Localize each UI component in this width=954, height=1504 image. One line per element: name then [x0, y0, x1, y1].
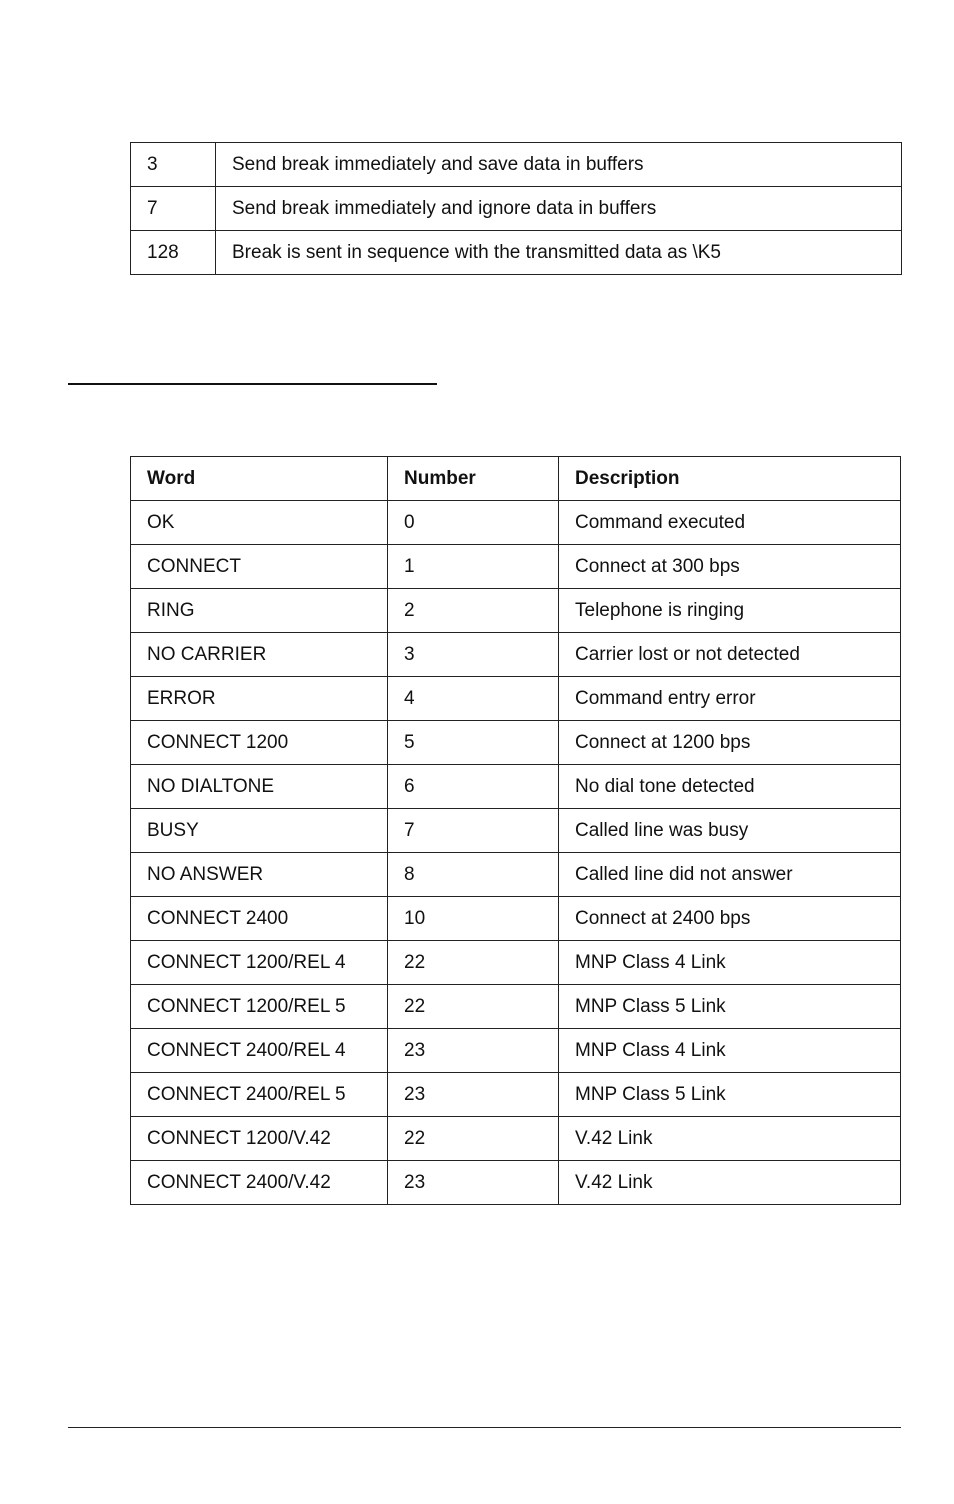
- table-row: [131, 589, 901, 633]
- number-cell: 10: [388, 897, 559, 941]
- word-cell: BUSY: [131, 809, 388, 853]
- number-cell: 6: [388, 765, 559, 809]
- description-cell: MNP Class 5 Link: [559, 1073, 901, 1117]
- description-cell: V.42 Link: [559, 1161, 901, 1205]
- break-description-cell: Send break immediately and save data in buffers: [216, 143, 902, 187]
- description-cell: Called line was busy: [559, 809, 901, 853]
- number-cell: 3: [388, 633, 559, 677]
- word-cell: NO CARRIER: [131, 633, 388, 677]
- break-value-cell: 3: [131, 143, 216, 187]
- word-cell: CONNECT 2400: [131, 897, 388, 941]
- table-row: [131, 941, 901, 985]
- number-cell: 8: [388, 853, 559, 897]
- number-cell: 7: [388, 809, 559, 853]
- table-row: [131, 187, 902, 231]
- word-cell: NO ANSWER: [131, 853, 388, 897]
- table-row: [131, 1117, 901, 1161]
- number-cell: 4: [388, 677, 559, 721]
- break-description-cell: Send break immediately and ignore data in buffers: [216, 187, 902, 231]
- number-cell: 1: [388, 545, 559, 589]
- word-cell: CONNECT 1200/REL 5: [131, 985, 388, 1029]
- word-cell: ERROR: [131, 677, 388, 721]
- number-cell: 23: [388, 1161, 559, 1205]
- description-cell: MNP Class 4 Link: [559, 1029, 901, 1073]
- word-cell: CONNECT 2400/REL 5: [131, 1073, 388, 1117]
- description-cell: Carrier lost or not detected: [559, 633, 901, 677]
- description-cell: No dial tone detected: [559, 765, 901, 809]
- break-value-cell: 7: [131, 187, 216, 231]
- table-row: [131, 1073, 901, 1117]
- header-description: Description: [559, 457, 901, 501]
- description-cell: MNP Class 5 Link: [559, 985, 901, 1029]
- table-row: [131, 677, 901, 721]
- break-value-cell: 128: [131, 231, 216, 275]
- table-row: [131, 231, 902, 275]
- table-header-row: [131, 457, 901, 501]
- description-cell: MNP Class 4 Link: [559, 941, 901, 985]
- table-row: [131, 897, 901, 941]
- break-description-cell: Break is sent in sequence with the transmitted data as \K5: [216, 231, 902, 275]
- section-divider: [68, 383, 437, 385]
- description-cell: Connect at 300 bps: [559, 545, 901, 589]
- number-cell: 22: [388, 941, 559, 985]
- number-cell: 0: [388, 501, 559, 545]
- description-cell: Telephone is ringing: [559, 589, 901, 633]
- word-cell: CONNECT 1200/V.42: [131, 1117, 388, 1161]
- word-cell: RING: [131, 589, 388, 633]
- table-row: [131, 721, 901, 765]
- description-cell: Command entry error: [559, 677, 901, 721]
- header-word: Word: [131, 457, 388, 501]
- description-cell: Called line did not answer: [559, 853, 901, 897]
- table-row: [131, 545, 901, 589]
- table-row: [131, 985, 901, 1029]
- number-cell: 23: [388, 1073, 559, 1117]
- word-cell: OK: [131, 501, 388, 545]
- word-cell: CONNECT 2400/REL 4: [131, 1029, 388, 1073]
- word-cell: CONNECT 1200: [131, 721, 388, 765]
- number-cell: 2: [388, 589, 559, 633]
- table-row: [131, 1161, 901, 1205]
- word-cell: CONNECT 2400/V.42: [131, 1161, 388, 1205]
- description-cell: Connect at 2400 bps: [559, 897, 901, 941]
- description-cell: Connect at 1200 bps: [559, 721, 901, 765]
- word-cell: CONNECT: [131, 545, 388, 589]
- header-number: Number: [388, 457, 559, 501]
- number-cell: 23: [388, 1029, 559, 1073]
- description-cell: V.42 Link: [559, 1117, 901, 1161]
- table-row: [131, 1029, 901, 1073]
- result-codes-table: [130, 456, 901, 1205]
- break-options-table: [130, 142, 902, 275]
- footer-divider: [68, 1427, 901, 1428]
- number-cell: 22: [388, 1117, 559, 1161]
- word-cell: CONNECT 1200/REL 4: [131, 941, 388, 985]
- table-row: [131, 501, 901, 545]
- table-row: [131, 853, 901, 897]
- number-cell: 5: [388, 721, 559, 765]
- number-cell: 22: [388, 985, 559, 1029]
- word-cell: NO DIALTONE: [131, 765, 388, 809]
- table-row: [131, 633, 901, 677]
- table-row: [131, 809, 901, 853]
- table-row: [131, 765, 901, 809]
- description-cell: Command executed: [559, 501, 901, 545]
- table-row: [131, 143, 902, 187]
